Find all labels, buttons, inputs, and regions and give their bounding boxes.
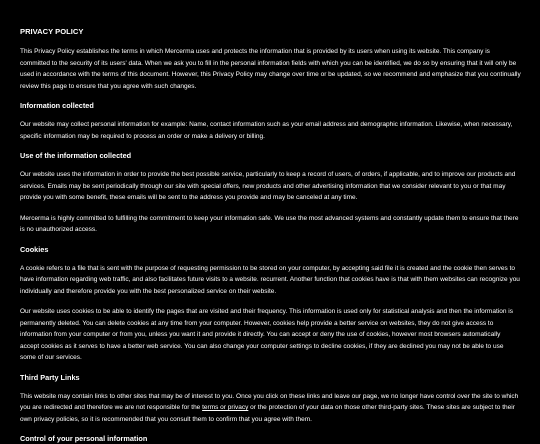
heading-control-personal-information: Control of your personal information — [20, 434, 148, 443]
third-party-text-before-link: This website may contain links to other sites that may be of interest to you. Once you click on these links and leave our page, we no longer have control over the site to which you are redirected and therefore we are not responsible for the — [20, 392, 519, 411]
use-of-information-paragraph-1: Our website uses the information in order to provide the best possible service, particularly to keep a record of users, of orders, if applicable, and to improve our products and services. Emails may be sent periodically through our site with special offers, new products and other advertising information that we consider relevant to you or that may provide you with some benefit, these emails will be sent to the address you provide and may be canceled at any time. — [20, 171, 516, 201]
information-collected-paragraph: Our website may collect personal information for example: Name, contact information such as your email address and demographic information. Likewise, when necessary, specific information may be required to process an order or make a delivery or billing. — [20, 121, 513, 140]
use-of-information-paragraph-2: Mercerma is highly committed to fulfilling the commitment to keep your information safe. We use the most advanced systems and constantly update them to ensure that there is no unauthorized access. — [20, 214, 519, 233]
heading-information-collected: Information collected — [20, 101, 94, 110]
heading-cookies: Cookies — [20, 244, 49, 254]
third-party-text-after-link: or the protection of your data on those other third-party sites. These sites are subject to their own privacy policies, so it is recommended that you consult them to confirm that you agree with them. — [20, 404, 515, 423]
intro-paragraph: This Privacy Policy establishes the terms in which Mercerma uses and protects the information that is provided by its users when using its website. This company is committed to the security of its users' data. When we ask you to fill in the personal information fields with which you can be identified, we do so by ensuring that it will only be used in accordance with the terms of this document. However, this Privacy Policy may change over time or be updated, so we recommend and emphasize that you continually review this page to ensure that you agree with such changes. — [20, 48, 521, 90]
page-title: PRIVACY POLICY — [20, 27, 84, 36]
third-party-links-paragraph — [20, 391, 521, 426]
cookies-paragraph-2: Our website uses cookies to be able to identify the pages that are visited and their frequency. This information is used only for statistical analysis and then the information is permanently deleted. You can delete cookies at any time from your computer. However, cookies help provide a better service on websites, they do not give access to information from your computer or from you, unless you want it and provide it directly. You can accept or deny the use of cookies, however most browsers automatically accept cookies as it serves to have a better web service. You can also change your computer settings to decline cookies, if they are declined you may not be able to use some of our services. — [20, 308, 513, 361]
cookies-paragraph-1: A cookie refers to a file that is sent with the purpose of requesting permission to be stored on your computer, by accepting said file it is created and the cookie then serves to have information regarding web traffic, and also facilitates future visits to a website. recurrent. Another function that cookies have is that with them websites can recognize you individually and therefore provide you with the best personalized service on their website. — [20, 264, 520, 295]
heading-use-of-information: Use of the information collected — [20, 151, 132, 160]
heading-third-party-links: Third Party Links — [20, 372, 80, 382]
terms-or-privacy-link[interactable]: terms or privacy — [202, 404, 249, 411]
